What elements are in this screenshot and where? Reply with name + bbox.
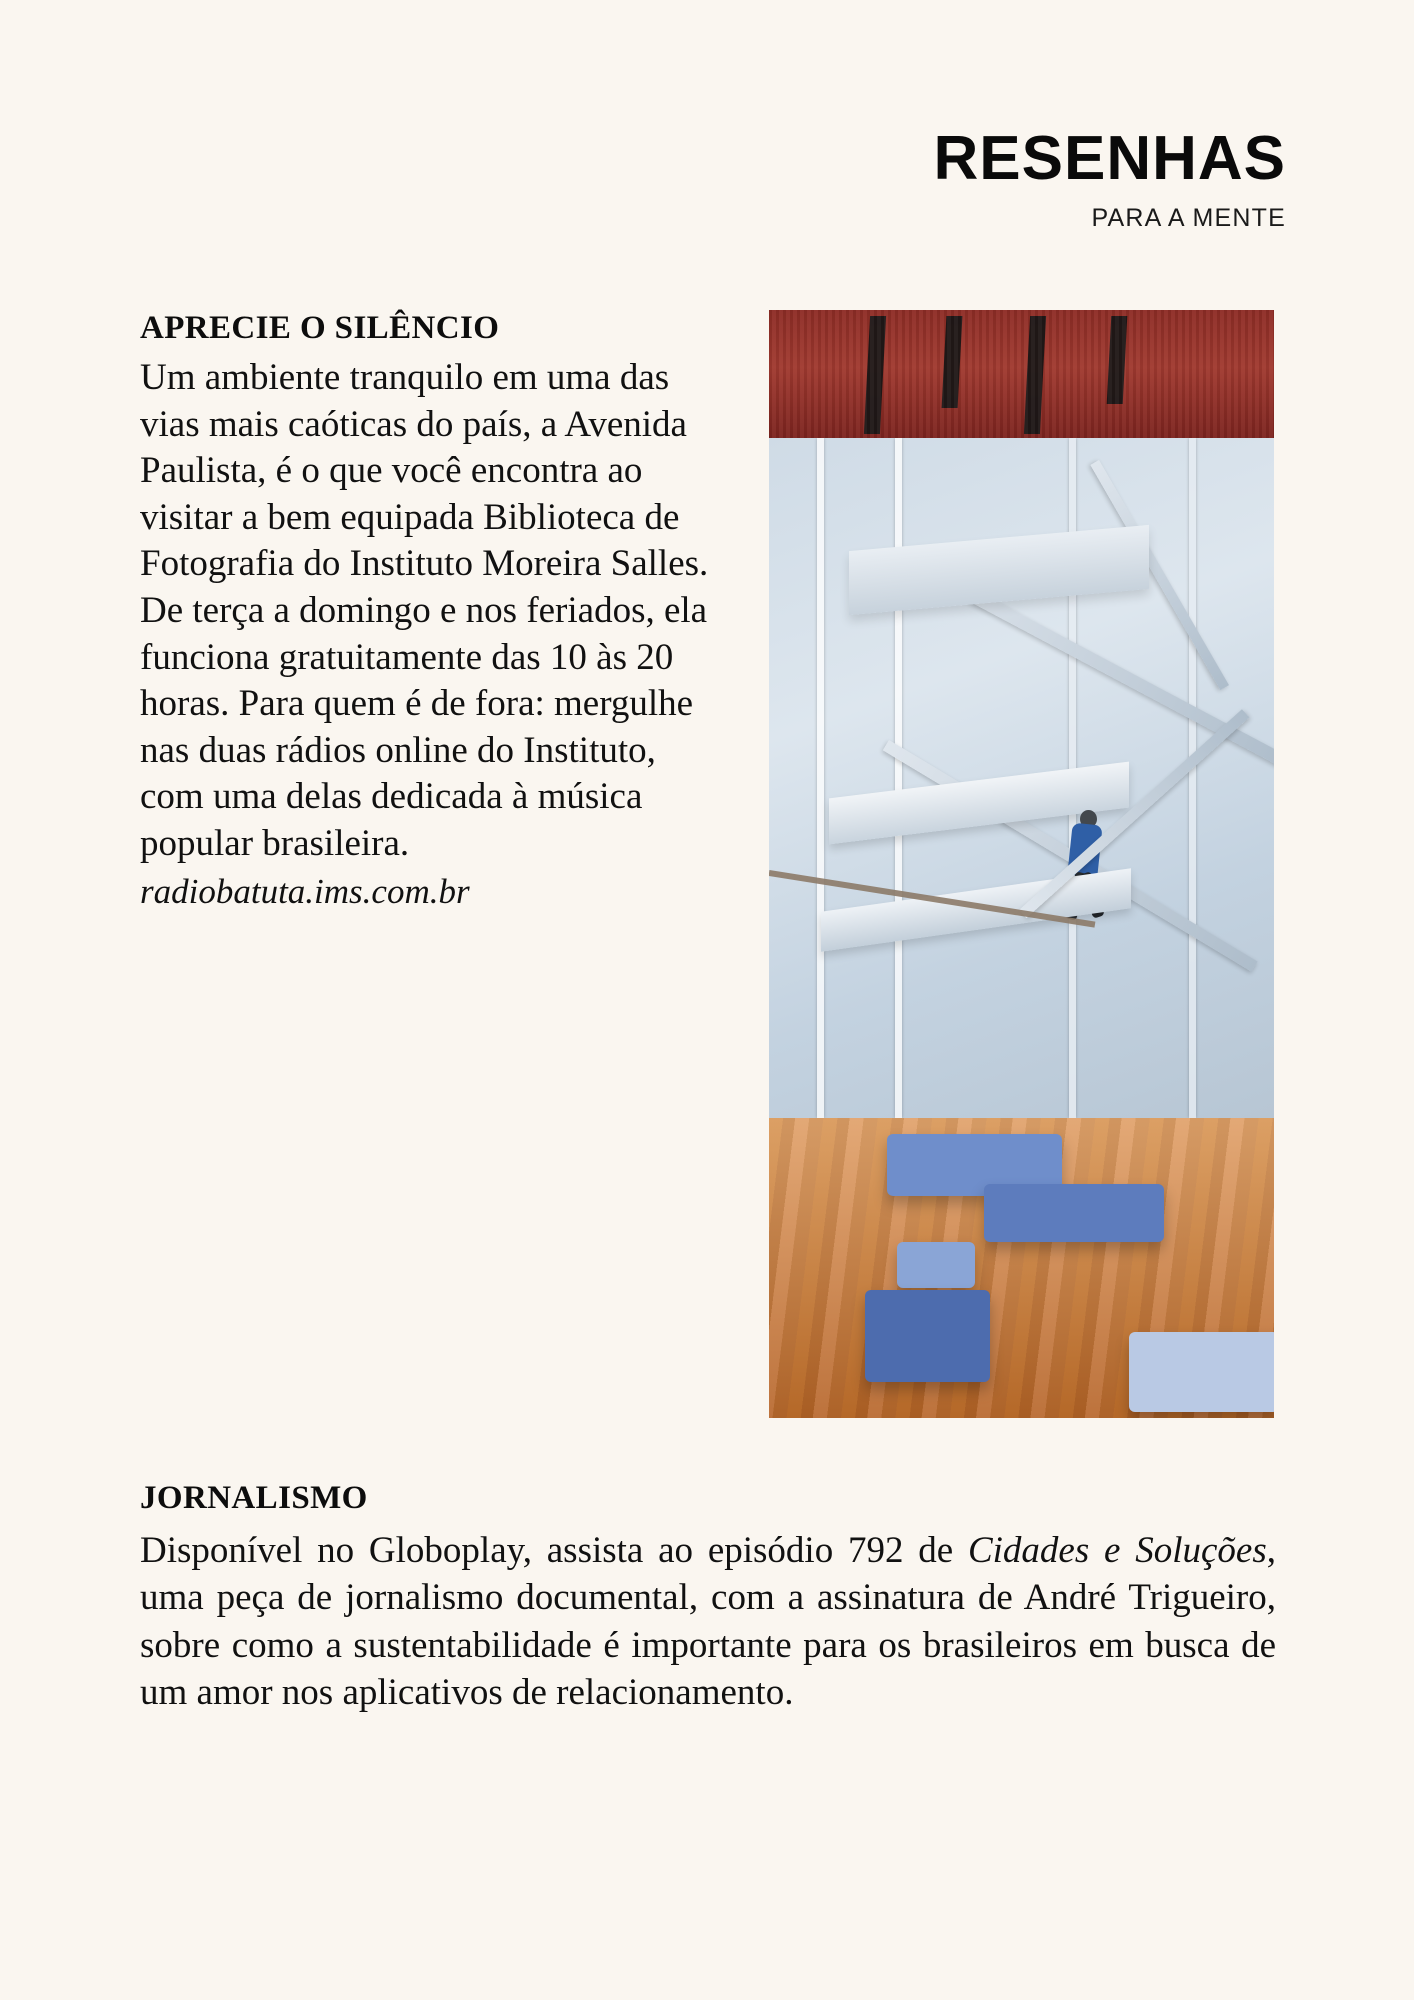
article-kicker: JORNALISMO xyxy=(140,1480,368,1516)
photo-ottoman xyxy=(897,1242,975,1288)
article-jornalismo xyxy=(140,1480,1276,1716)
photo-ceiling-beam xyxy=(864,316,886,434)
article-body-part2: , uma peça de jornalismo documental, com a assinatura de André Trigueiro, sobre como a sustentabilidade é importante para os brasileiros em busca de um amor nos aplicativos de relacionamento. xyxy=(140,1530,1276,1714)
article-kicker: APRECIE O SILÊNCIO xyxy=(140,310,500,346)
article-body-part1: Disponível no Globoplay, assista ao episódio 792 de xyxy=(140,1530,968,1571)
article-url[interactable]: radiobatuta.ims.com.br xyxy=(140,871,470,911)
photo-ottoman xyxy=(1129,1332,1274,1412)
photo-mullion xyxy=(1189,438,1196,1118)
photo-mullion xyxy=(895,438,902,1118)
photo-illustration xyxy=(769,310,1274,1418)
article-apprecie-o-silencio xyxy=(140,310,1274,1418)
article-text-column xyxy=(140,310,725,914)
photo-ceiling-beam xyxy=(1107,316,1128,404)
photo-ottoman xyxy=(865,1290,990,1382)
article-photo xyxy=(769,310,1274,1418)
photo-ceiling-beam xyxy=(942,316,963,408)
article-body xyxy=(140,1527,1276,1716)
article-body: Um ambiente tranquilo em uma das vias mais caóticas do país, a Avenida Paulista, é o que você encontra ao visitar a bem equipada Biblioteca de Fotografia do Instituto Moreira Salles. De terça a domingo e nos feriados, ela funciona gratuitamente das 10 às 20 horas. Para quem é de fora: mergulhe nas duas rádios online do Instituto, com uma delas dedicada à música popular brasileira. xyxy=(140,357,709,865)
page-title: RESENHAS xyxy=(933,124,1286,193)
photo-mullion xyxy=(817,438,824,1118)
article-body-title: Cidades e Soluções xyxy=(967,1530,1267,1571)
masthead xyxy=(933,124,1286,232)
photo-red-ceiling xyxy=(769,310,1274,438)
photo-ceiling-beam xyxy=(1024,316,1046,434)
photo-sofa xyxy=(984,1184,1164,1242)
page-subtitle: PARA A MENTE xyxy=(1091,204,1286,232)
